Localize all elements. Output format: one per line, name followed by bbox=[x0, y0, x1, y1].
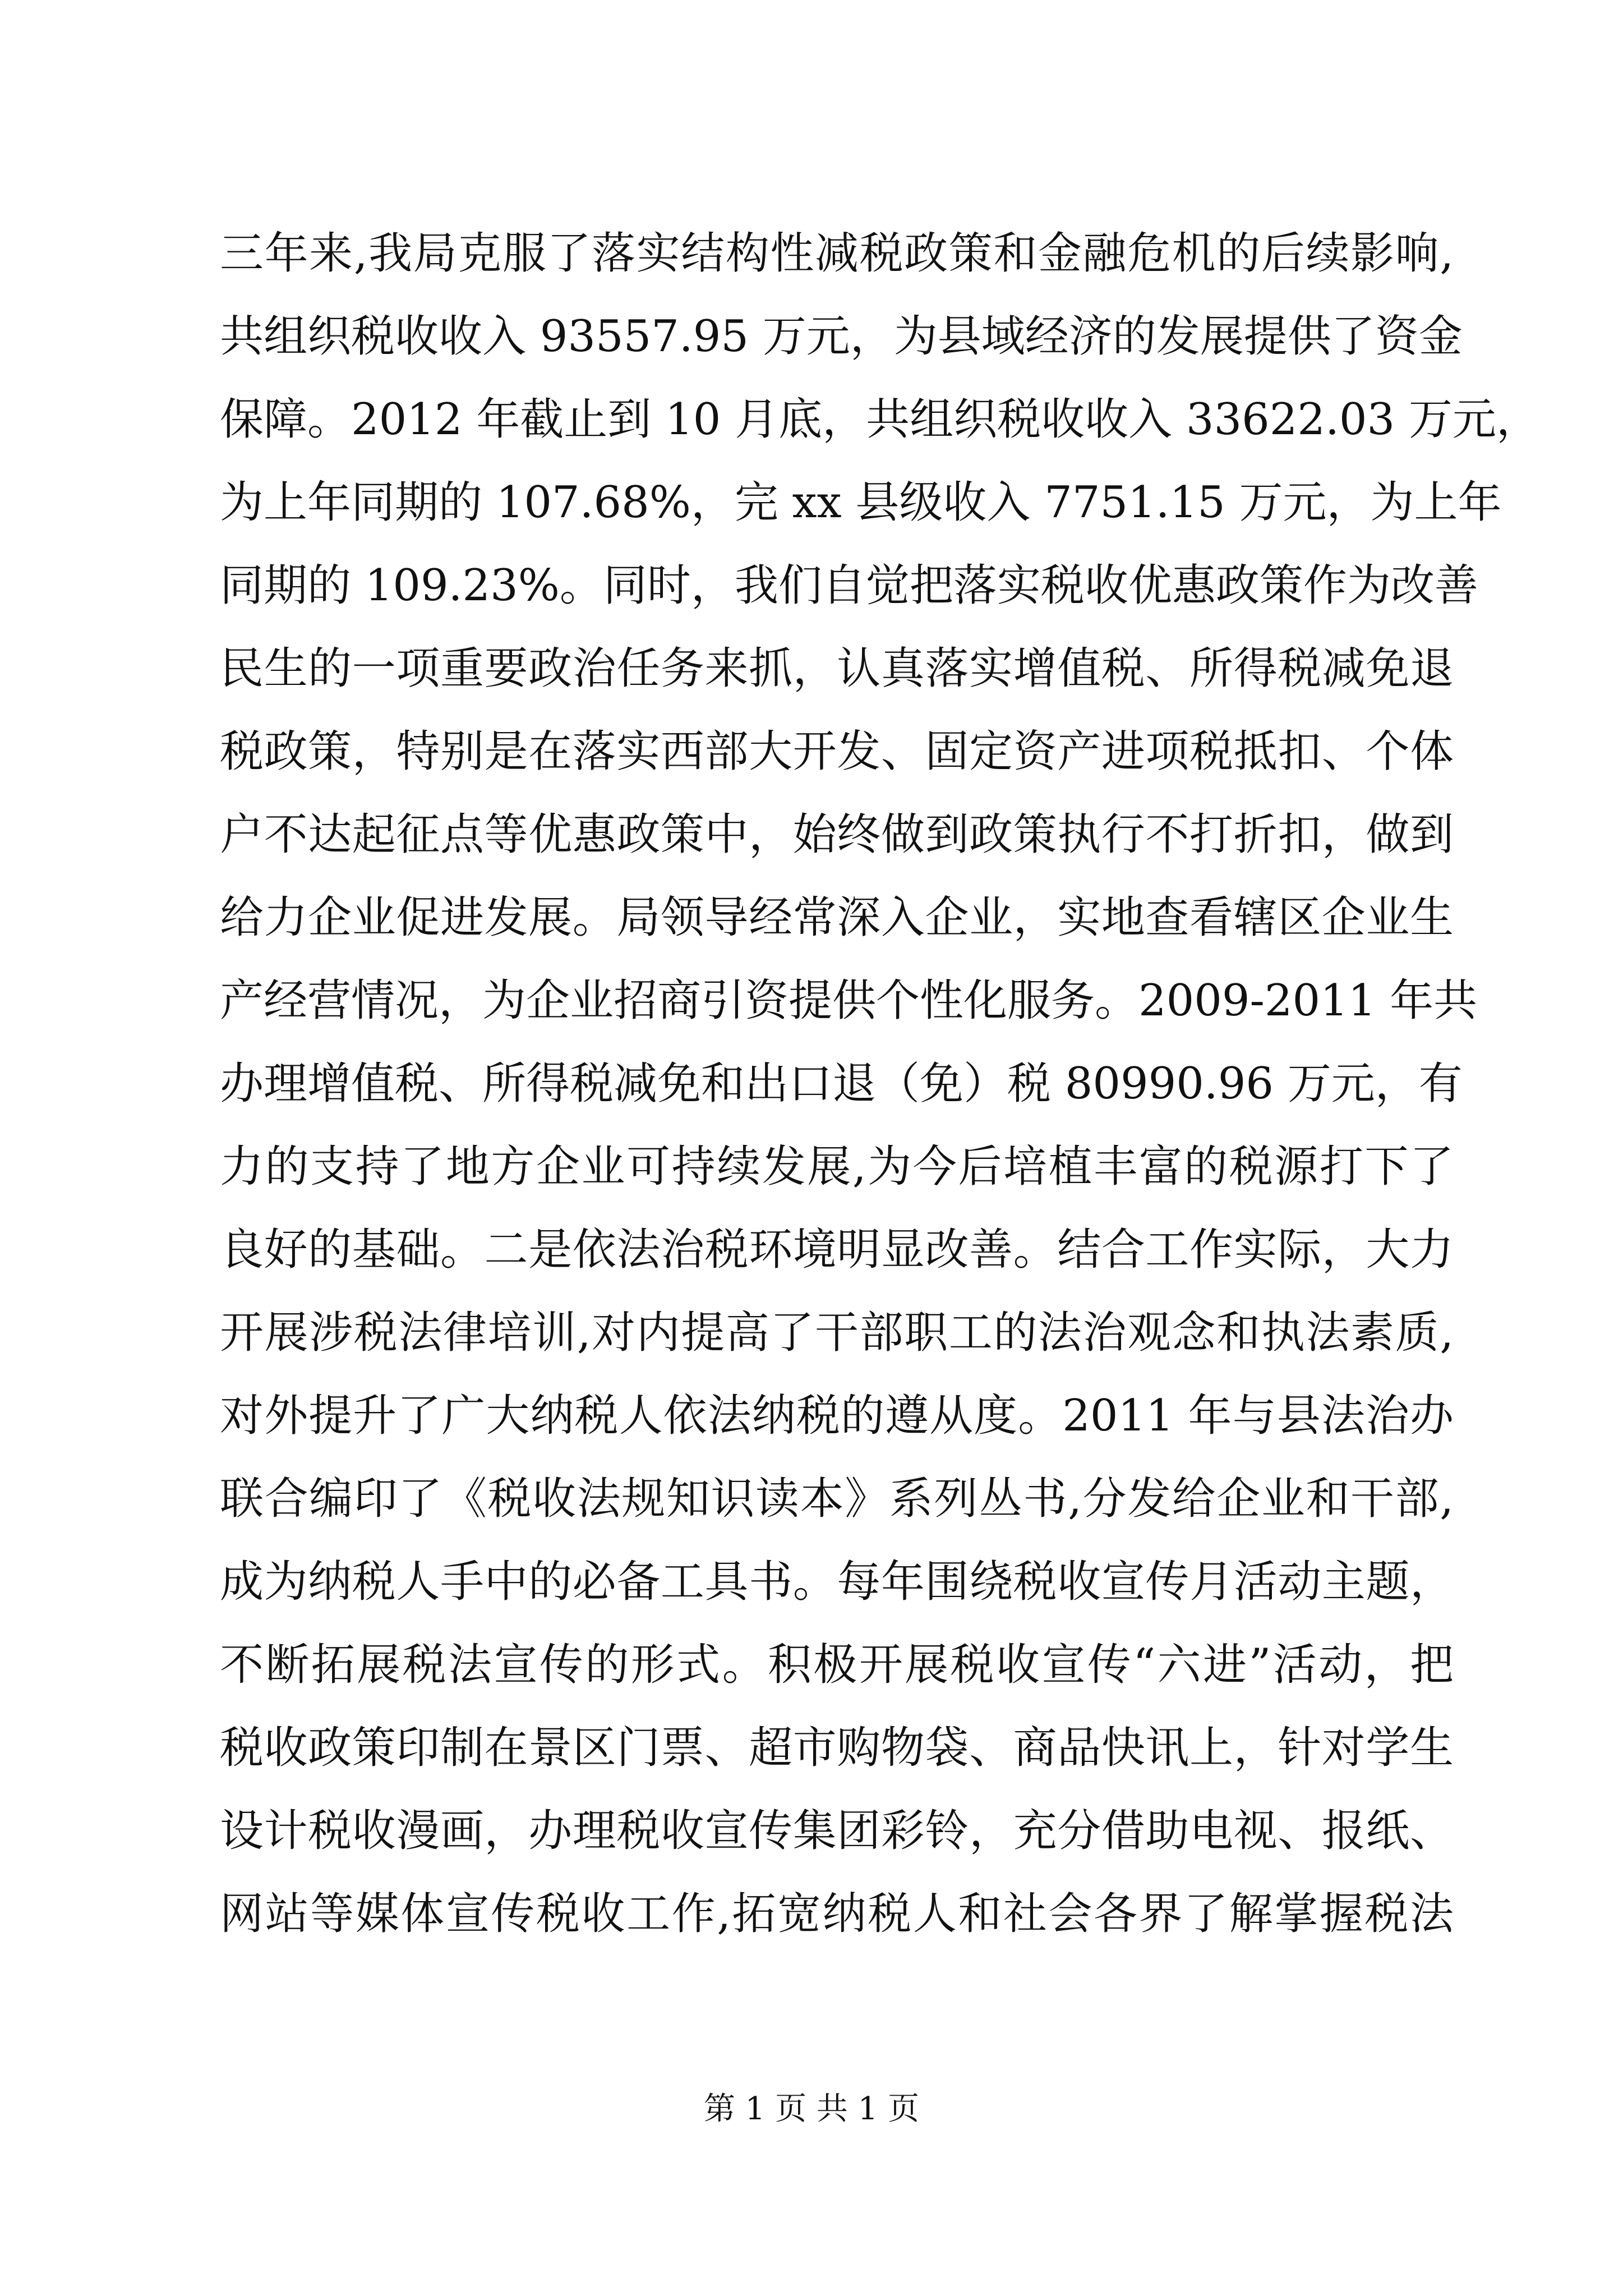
text-line: 民生的一项重要政治任务来抓，认真落实增值税、所得税减免退 bbox=[220, 643, 1454, 694]
text-line: 网站等媒体宣传税收工作,拓宽纳税人和社会各界了解掌握税法 bbox=[220, 1889, 1454, 1939]
text-line: 力的支持了地方企业可持续发展,为今后培植丰富的税源打下了 bbox=[220, 1142, 1454, 1192]
text-line: 同期的 109.23%。同时，我们自觉把落实税收优惠政策作为改善 bbox=[220, 560, 1478, 611]
page-footer: 第 1 页 共 1 页 bbox=[703, 2091, 920, 2127]
text-line: 税收政策印制在景区门票、超市购物袋、商品快讯上，针对学生 bbox=[220, 1723, 1454, 1773]
text-line: 设计税收漫画，办理税收宣传集团彩铃，充分借助电视、报纸、 bbox=[220, 1806, 1454, 1856]
text-line: 为上年同期的 107.68%，完 xx 县级收入 7751.15 万元，为上年 bbox=[220, 477, 1502, 528]
text-line: 良好的基础。二是依法治税环境明显改善。结合工作实际，大力 bbox=[220, 1225, 1454, 1275]
text-line: 办理增值税、所得税减免和出口退（免）税 80990.96 万元，有 bbox=[220, 1059, 1463, 1109]
text-line: 产经营情况，为企业招商引资提供个性化服务。2009-2011 年共 bbox=[220, 976, 1478, 1026]
text-line: 保障。2012 年截止到 10 月底，共组织税收收入 33622.03 万元， bbox=[220, 394, 1540, 445]
text-line: 共组织税收收入 93557.95 万元，为县域经济的发展提供了资金 bbox=[220, 311, 1463, 362]
text-line: 开展涉税法律培训,对内提高了干部职工的法治观念和执法素质, bbox=[220, 1308, 1454, 1358]
text-line: 税政策，特别是在落实西部大开发、固定资产进项税抵扣、个体 bbox=[220, 726, 1454, 777]
text-line: 成为纳税人手中的必备工具书。每年围绕税收宣传月活动主题， bbox=[220, 1557, 1454, 1607]
body-text bbox=[220, 212, 1540, 1955]
text-line: 对外提升了广大纳税人依法纳税的遵从度。2011 年与县法治办 bbox=[220, 1391, 1454, 1441]
text-line: 户不达起征点等优惠政策中，始终做到政策执行不打折扣，做到 bbox=[220, 809, 1454, 860]
text-line: 给力企业促进发展。局领导经常深入企业，实地查看辖区企业生 bbox=[220, 892, 1454, 943]
text-line: 不断拓展税法宣传的形式。积极开展税收宣传“六进”活动，把 bbox=[220, 1640, 1454, 1690]
text-line: 三年来,我局克服了落实结构性减税政策和金融危机的后续影响, bbox=[220, 228, 1454, 279]
text-line: 联合编印了《税收法规知识读本》系列丛书,分发给企业和干部, bbox=[220, 1474, 1454, 1524]
